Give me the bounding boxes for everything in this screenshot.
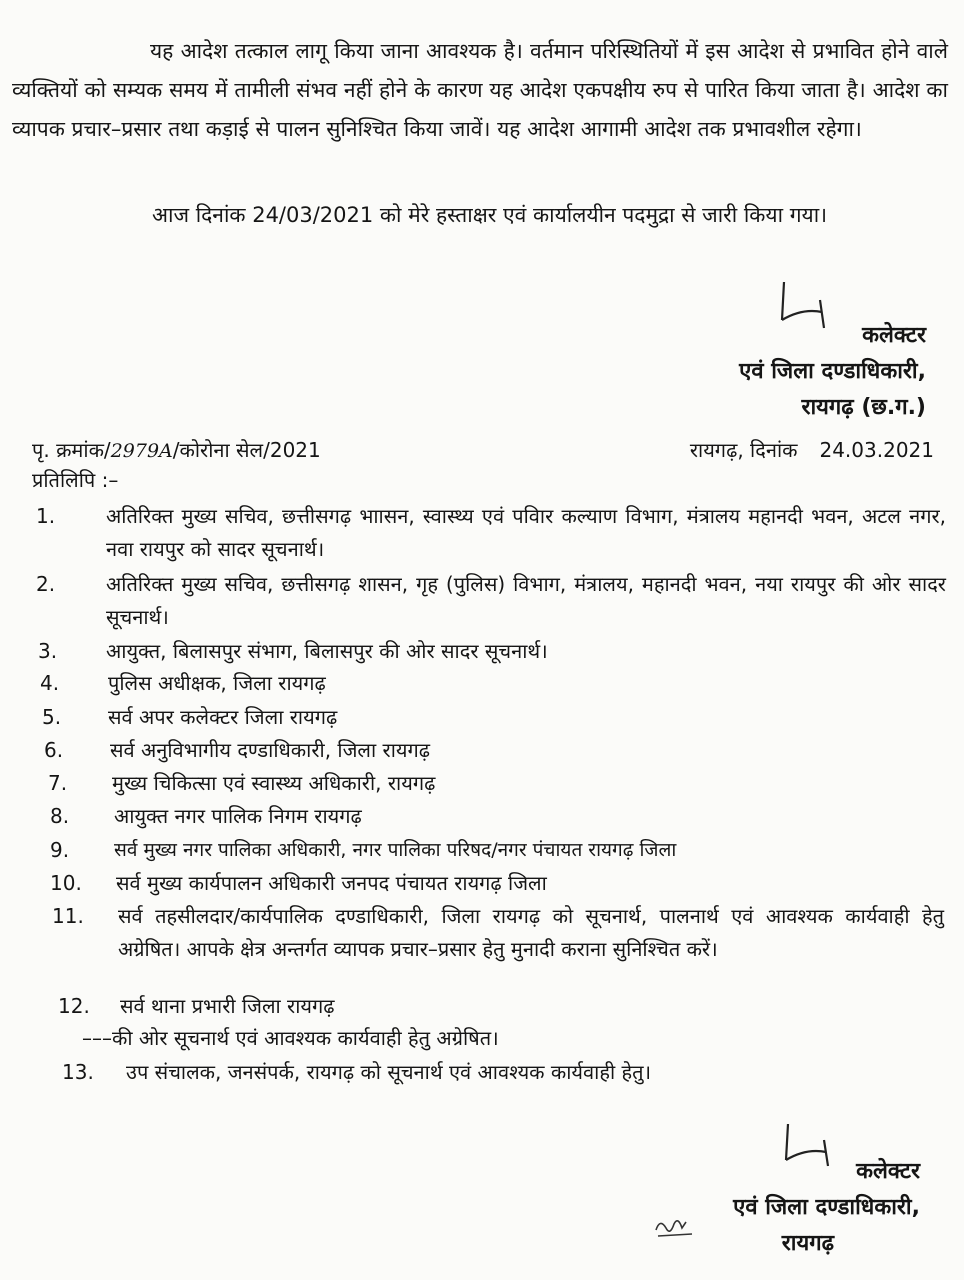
- order-paragraph: यह आदेश तत्काल लागू किया जाना आवश्यक है। वर्तमान परिस्थितियों में इस आदेश से प्रभावित होने वाले व्यक्तियों को सम्यक समय में तामीली संभव नहीं होने के कारण यह आदेश एकपक्षीय रुप से पारित किया जाता है। आदेश का व्यापक प्रचार–प्रसार तथा कड़ाई से पालन सुनिश्चित किया जावें। यह आदेश आगामी आदेश तक प्रभावशील रहेगा।: [12, 39, 948, 141]
- list-item: [38, 635, 946, 668]
- list-item: [50, 800, 944, 833]
- item-text: सर्व अनुविभागीय दण्डाधिकारी, जिला रायगढ़: [110, 738, 431, 762]
- item-number: 3.: [38, 639, 58, 663]
- item-number: 13.: [62, 1060, 94, 1084]
- item-text: सर्व मुख्य नगर पालिका अधिकारी, नगर पालिका परिषद/नगर पंचायत रायगढ़ जिला: [114, 839, 677, 861]
- item-number: 1.: [36, 504, 56, 528]
- list-item: [50, 834, 944, 867]
- item-text: उप संचालक, जनसंपर्क, रायगढ़ को सूचनार्थ एवं आवश्यक कार्यवाही हेतु।: [126, 1060, 652, 1084]
- item-number: 10.: [50, 871, 82, 895]
- issue-date-line: [690, 436, 934, 463]
- item-text: सर्व अपर कलेक्टर जिला रायगढ़: [108, 705, 338, 729]
- signatory-designation: एवं जिला दण्डाधिकारी,: [739, 359, 926, 384]
- list-item: [42, 701, 938, 734]
- signatory-place: रायगढ़: [781, 1231, 834, 1256]
- list-item: [58, 990, 940, 1023]
- list-item: [44, 734, 940, 767]
- issue-paragraph: आज दिनांक 24/03/2021 को मेरे हस्ताक्षर एवं कार्यालयीन पदमुद्रा से जारी किया गया।: [152, 203, 828, 227]
- item-text: मुख्य चिकित्सा एवं स्वास्थ्य अधिकारी, रायगढ़: [112, 771, 436, 795]
- reference-handwritten-number: 2979A: [110, 440, 173, 462]
- list-item: [50, 867, 946, 900]
- item-number: 2.: [36, 572, 56, 596]
- item-number: 8.: [50, 804, 70, 828]
- item-text: आयुक्त नगर पालिक निगम रायगढ़: [114, 804, 362, 828]
- item-number: 4.: [40, 671, 60, 695]
- item-number: 6.: [44, 738, 64, 762]
- list-item: [48, 767, 942, 800]
- forward-note: –––की ओर सूचनार्थ एवं आवश्यक कार्यवाही हेतु अग्रेषित।: [82, 1026, 499, 1050]
- item-text: सर्व तहसीलदार/कार्यपालिक दण्डाधिकारी, जिला रायगढ़ को सूचनार्थ, पालनार्थ एवं आवश्यक कार्यवाही हेतु अग्रेषित। आपके क्षेत्र अन्तर्गत व्यापक प्रचार–प्रसार हेतु मुनादी कराना सुनिश्चित करें।: [118, 904, 944, 961]
- item-text: पुलिस अधीक्षक, जिला रायगढ़: [108, 671, 326, 695]
- list-item: [62, 1056, 940, 1089]
- item-text: सर्व थाना प्रभारी जिला रायगढ़: [120, 994, 335, 1018]
- initials-mark: [652, 1212, 702, 1242]
- signatory-title: कलेक्टर: [862, 323, 926, 348]
- reference-number: [32, 436, 321, 463]
- list-item: [36, 568, 946, 634]
- issue-place-label: रायगढ़, दिनांक: [689, 438, 798, 462]
- item-text: अतिरिक्त मुख्य सचिव, छत्तीसगढ़ शासन, गृह (पुलिस) विभाग, मंत्रालय, महानदी भवन, नया रायपुर की ओर सादर सूचनार्थ।: [106, 572, 946, 629]
- reference-prefix: पृ. क्रमांक/: [32, 438, 111, 462]
- signature-block-bottom: [733, 1154, 920, 1262]
- copy-heading: प्रतिलिपि :–: [32, 468, 119, 492]
- signatory-place: रायगढ़ (छ.ग.): [801, 395, 926, 420]
- item-number: 5.: [42, 705, 62, 729]
- item-text: सर्व मुख्य कार्यपालन अधिकारी जनपद पंचायत रायगढ़ जिला: [116, 871, 547, 895]
- list-item: [52, 900, 944, 966]
- reference-suffix: /कोरोना सेल/2021: [172, 438, 321, 462]
- item-number: 9.: [50, 838, 70, 862]
- signatory-designation: एवं जिला दण्डाधिकारी,: [733, 1195, 920, 1220]
- item-text: अतिरिक्त मुख्य सचिव, छत्तीसगढ़ भाासन, स्वास्थ्य एवं पविार कल्याण विभाग, मंत्रालय महानदी भवन, अटल नगर, नवा रायपुर को सादर सूचनार्थ।: [106, 504, 946, 561]
- item-number: 11.: [52, 904, 84, 928]
- list-item: [36, 500, 946, 566]
- item-number: 7.: [48, 771, 68, 795]
- signature-block-top: [739, 318, 926, 426]
- item-text: आयुक्त, बिलासपुर संभाग, बिलासपुर की ओर सादर सूचनार्थ।: [106, 639, 548, 663]
- signatory-title: कलेक्टर: [856, 1159, 920, 1184]
- list-item: [40, 667, 938, 700]
- item-number: 12.: [58, 994, 90, 1018]
- issue-date: 24.03.2021: [819, 438, 934, 462]
